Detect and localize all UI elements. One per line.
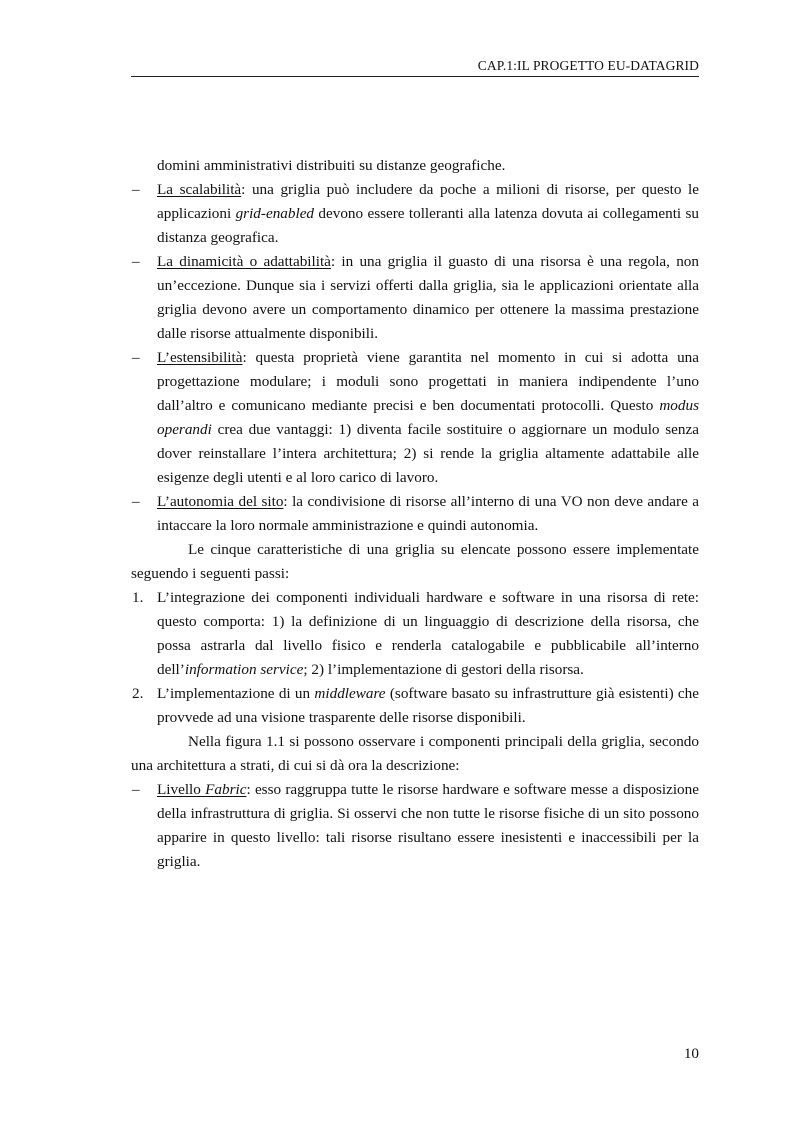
term-scalability: La scalabilità	[157, 181, 242, 198]
emphasis-information-service: information service	[184, 661, 304, 678]
item-text: (software basato su infrastrutture già esistenti) che provvede ad una visione trasparente delle risorse disponibili.	[157, 685, 699, 726]
layers-list	[131, 778, 699, 874]
emphasis-fabric: Fabric	[205, 781, 247, 798]
page-number: 10	[683, 1045, 699, 1062]
list-item-extensibility	[131, 346, 699, 490]
emphasis-grid-enabled: grid-enabled	[235, 205, 315, 222]
item-text: : una griglia può includere da poche a milioni di risorse, per questo le applicazioni	[157, 181, 699, 222]
dash-marker: –	[132, 181, 140, 198]
dash-marker: –	[132, 349, 140, 366]
paragraph-figure: Nella figura 1.1 si possono osservare i componenti principali della griglia, secondo una architettura a strati, di cui si dà ora la descrizione:	[131, 733, 699, 774]
item-text: L’implementazione di un	[157, 685, 315, 702]
list-item-step-1	[131, 586, 699, 682]
continuation-line: domini amministrativi distribuiti su distanze geografiche.	[157, 157, 506, 174]
list-item-scalability	[131, 178, 699, 250]
characteristics-list	[131, 178, 699, 538]
item-text: : in una griglia il guasto di una risorsa è una regola, non un’eccezione. Dunque sia i servizi offerti dalla griglia, sia le applicazioni orientate alla griglia devono avere un comportamento dinamico per ottenere la massima prestazione dalle risorse attualmente disponibili.	[157, 253, 699, 342]
dash-marker: –	[132, 781, 140, 798]
paragraph-steps: Le cinque caratteristiche di una griglia su elencate possono essere implementate seguendo i seguenti passi:	[131, 541, 699, 582]
list-item-site-autonomy	[131, 490, 699, 538]
emphasis-middleware: middleware	[314, 685, 386, 702]
term-extensibility: L’estensibilità	[157, 349, 243, 366]
running-title: CAP.1:IL PROGETTO EU-DATAGRID	[477, 58, 699, 73]
steps-list	[131, 586, 699, 730]
number-marker: 2.	[132, 685, 144, 702]
term-fabric-layer	[157, 781, 246, 798]
item-text: : esso raggruppa tutte le risorse hardware e software messe a disposizione della infrastruttura di griglia. Si osservi che non tutte le risorse fisiche di un sito possono apparire in questo livello: tali risorse risultano essere inesistenti e inaccessibili per la griglia.	[157, 781, 699, 870]
number-marker: 1.	[132, 589, 144, 606]
term-site-autonomy: L’autonomia del sito	[157, 493, 284, 510]
dash-marker: –	[132, 253, 140, 270]
emphasis-modus-operandi: modus operandi	[157, 397, 699, 438]
list-item-dynamicity	[131, 250, 699, 346]
page-body	[131, 154, 699, 874]
list-item-fabric-layer	[131, 778, 699, 874]
item-text: : la condivisione di risorse all’interno di una VO non deve andare a intaccare la loro normale amministrazione e quindi autonomia.	[157, 493, 700, 534]
item-text: devono essere tolleranti alla latenza dovuta ai collegamenti su distanza geografica.	[157, 205, 699, 246]
item-text: : questa proprietà viene garantita nel momento in cui si adotta una progettazione modulare; i moduli sono progettati in maniera indipendente l’uno dall’altro e comunicano mediante precisi e ben documentati protocolli. Questo	[157, 349, 699, 414]
running-header	[131, 58, 699, 77]
term-dynamicity: La dinamicità o adattabilità	[157, 253, 331, 270]
item-text: crea due vantaggi: 1) diventa facile sostituire o aggiornare un modulo senza dover reinstallare l’intera architettura; 2) si rende la griglia altamente adattabile alle esigenze degli utenti e al loro carico di lavoro.	[157, 421, 699, 486]
dash-marker: –	[132, 493, 140, 510]
item-text: L’integrazione dei componenti individuali hardware e software in una risorsa di rete: questo comporta: 1) la definizione di un linguaggio di descrizione della risorsa, che possa astrarla dal livello fisico e renderla catalogabile e pubblicabile all’interno dell’	[157, 589, 699, 678]
item-text: ; 2) l’implementazione di gestori della risorsa.	[303, 661, 584, 678]
list-item-step-2	[131, 682, 699, 730]
term-text: Livello	[157, 781, 206, 798]
